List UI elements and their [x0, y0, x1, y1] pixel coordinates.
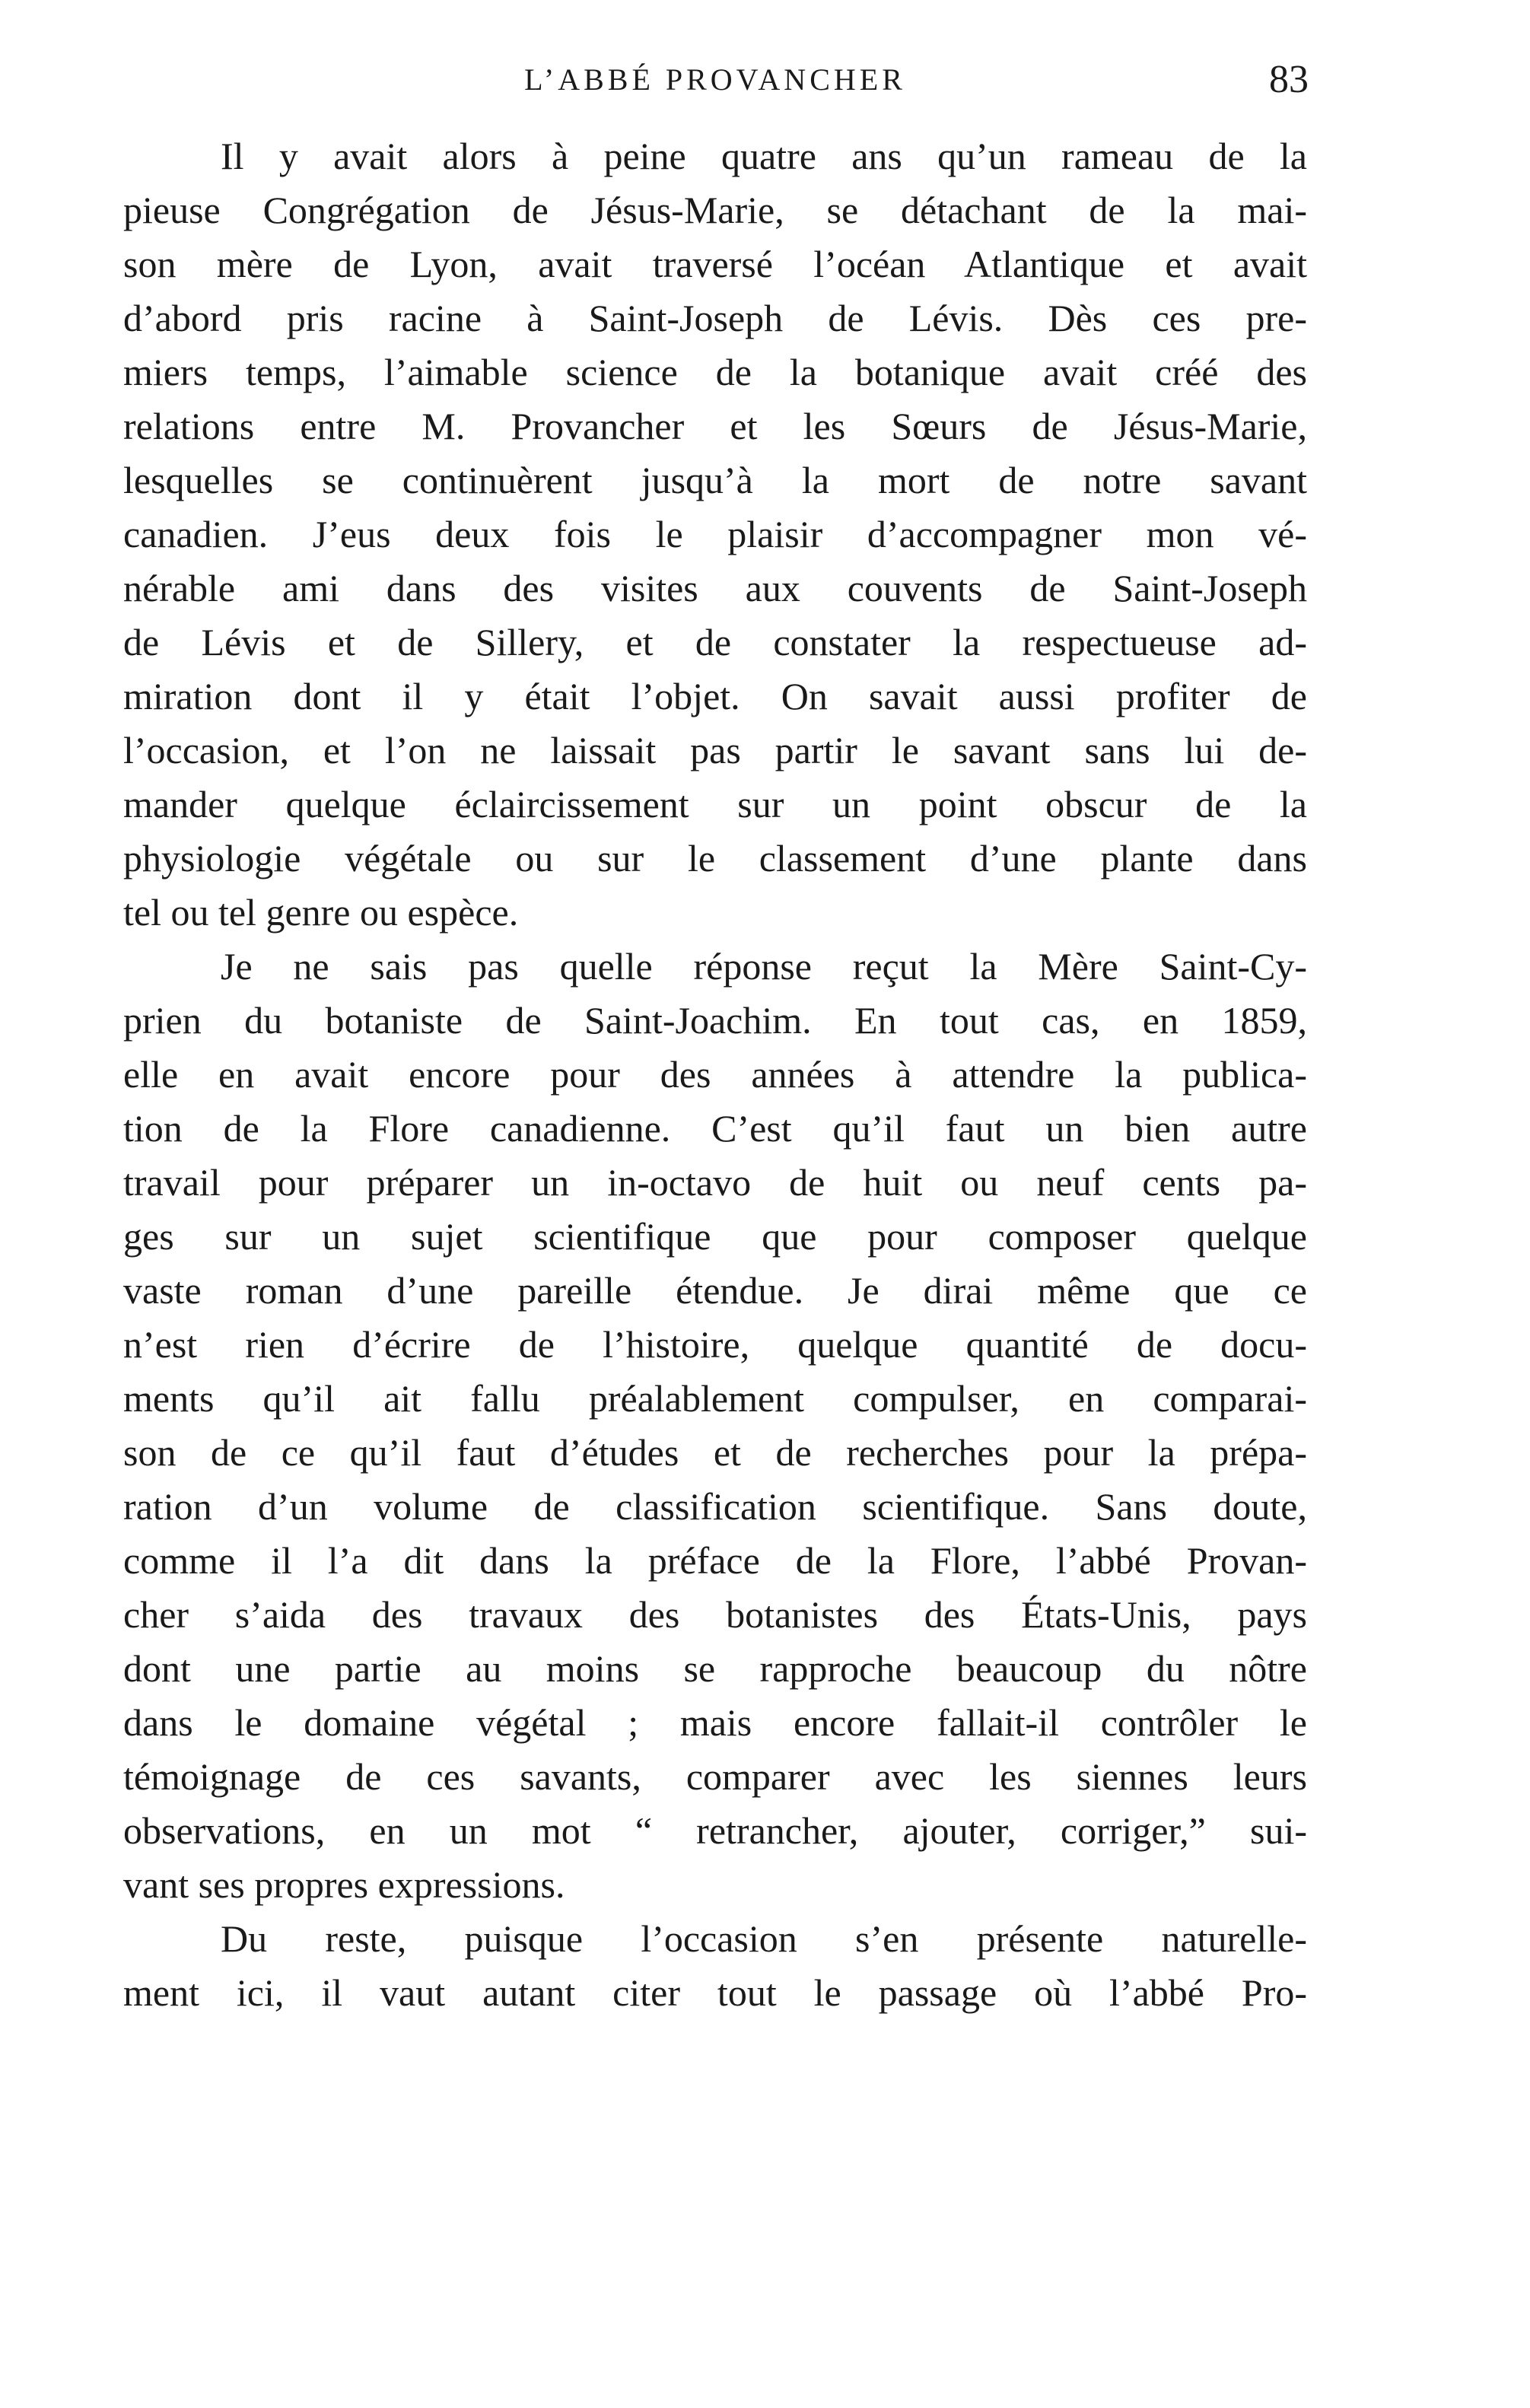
text-line: cher s’aida des travaux des botanistes des États-Unis, pays — [123, 1593, 1307, 1636]
text-line: l’occasion, et l’on ne laissait pas partir le savant sans lui de- — [123, 729, 1307, 771]
running-title: L’ABBÉ PROVANCHER — [524, 62, 906, 97]
text-line: nérable ami dans des visites aux couvents de Saint-Joseph — [123, 567, 1307, 609]
text-line: tel ou tel genre ou espèce. — [123, 891, 519, 934]
text-line: son de ce qu’il faut d’études et de recherches pour la prépa- — [123, 1431, 1307, 1474]
text-line: lesquelles se continuèrent jusqu’à la mort de notre savant — [123, 459, 1307, 501]
text-line: miration dont il y était l’objet. On savait aussi profiter de — [123, 675, 1307, 717]
text-line: Il y avait alors à peine quatre ans qu’un rameau de la — [221, 135, 1307, 177]
text-line: Je ne sais pas quelle réponse reçut la Mère Saint-Cy- — [221, 945, 1307, 988]
text-line: vant ses propres expressions. — [123, 1863, 565, 1906]
text-line: son mère de Lyon, avait traversé l’océan Atlantique et avait — [123, 243, 1307, 285]
text-line: dont une partie au moins se rapproche beaucoup du nôtre — [123, 1647, 1307, 1690]
text-line: pieuse Congrégation de Jésus-Marie, se détachant de la mai- — [123, 189, 1307, 231]
text-line: d’abord pris racine à Saint-Joseph de Lévis. Dès ces pre- — [123, 297, 1307, 339]
text-line: ration d’un volume de classification scientifique. Sans doute, — [123, 1485, 1307, 1528]
text-line: de Lévis et de Sillery, et de constater la respectueuse ad- — [123, 621, 1307, 663]
text-line: ments qu’il ait fallu préalablement compulser, en comparai- — [123, 1377, 1307, 1420]
text-line: ment ici, il vaut autant citer tout le passage où l’abbé Pro- — [123, 1971, 1307, 2014]
paragraph-3 — [123, 1912, 1307, 2020]
text-line: dans le domaine végétal ; mais encore fallait-il contrôler le — [123, 1701, 1307, 1744]
body-text — [123, 129, 1307, 2020]
text-line: mander quelque éclaircissement sur un point obscur de la — [123, 783, 1307, 825]
text-line: observations, en un mot “ retrancher, ajouter, corriger,” sui- — [123, 1809, 1307, 1852]
text-line: comme il l’a dit dans la préface de la Flore, l’abbé Provan- — [123, 1539, 1307, 1582]
paragraph-2 — [123, 940, 1307, 1912]
text-line: canadien. J’eus deux fois le plaisir d’accompagner mon vé- — [123, 513, 1307, 555]
text-line: Du reste, puisque l’occasion s’en présente naturelle- — [221, 1917, 1307, 1960]
text-line: relations entre M. Provancher et les Sœurs de Jésus-Marie, — [123, 405, 1307, 447]
text-line: témoignage de ces savants, comparer avec les siennes leurs — [123, 1755, 1307, 1798]
text-line: miers temps, l’aimable science de la botanique avait créé des — [123, 351, 1307, 393]
text-line: vaste roman d’une pareille étendue. Je dirai même que ce — [123, 1269, 1307, 1312]
text-line: physiologie végétale ou sur le classement d’une plante dans — [123, 837, 1307, 880]
text-line: n’est rien d’écrire de l’histoire, quelque quantité de docu- — [123, 1323, 1307, 1366]
text-line: elle en avait encore pour des années à attendre la publica- — [123, 1053, 1307, 1096]
text-line: tion de la Flore canadienne. C’est qu’il faut un bien autre — [123, 1107, 1307, 1150]
paragraph-1 — [123, 129, 1307, 940]
text-line: prien du botaniste de Saint-Joachim. En tout cas, en 1859, — [123, 999, 1307, 1042]
page-number: 83 — [1269, 58, 1309, 101]
running-head — [122, 53, 1309, 107]
text-line: ges sur un sujet scientifique que pour composer quelque — [123, 1215, 1307, 1258]
text-line: travail pour préparer un in-octavo de huit ou neuf cents pa- — [123, 1161, 1307, 1204]
